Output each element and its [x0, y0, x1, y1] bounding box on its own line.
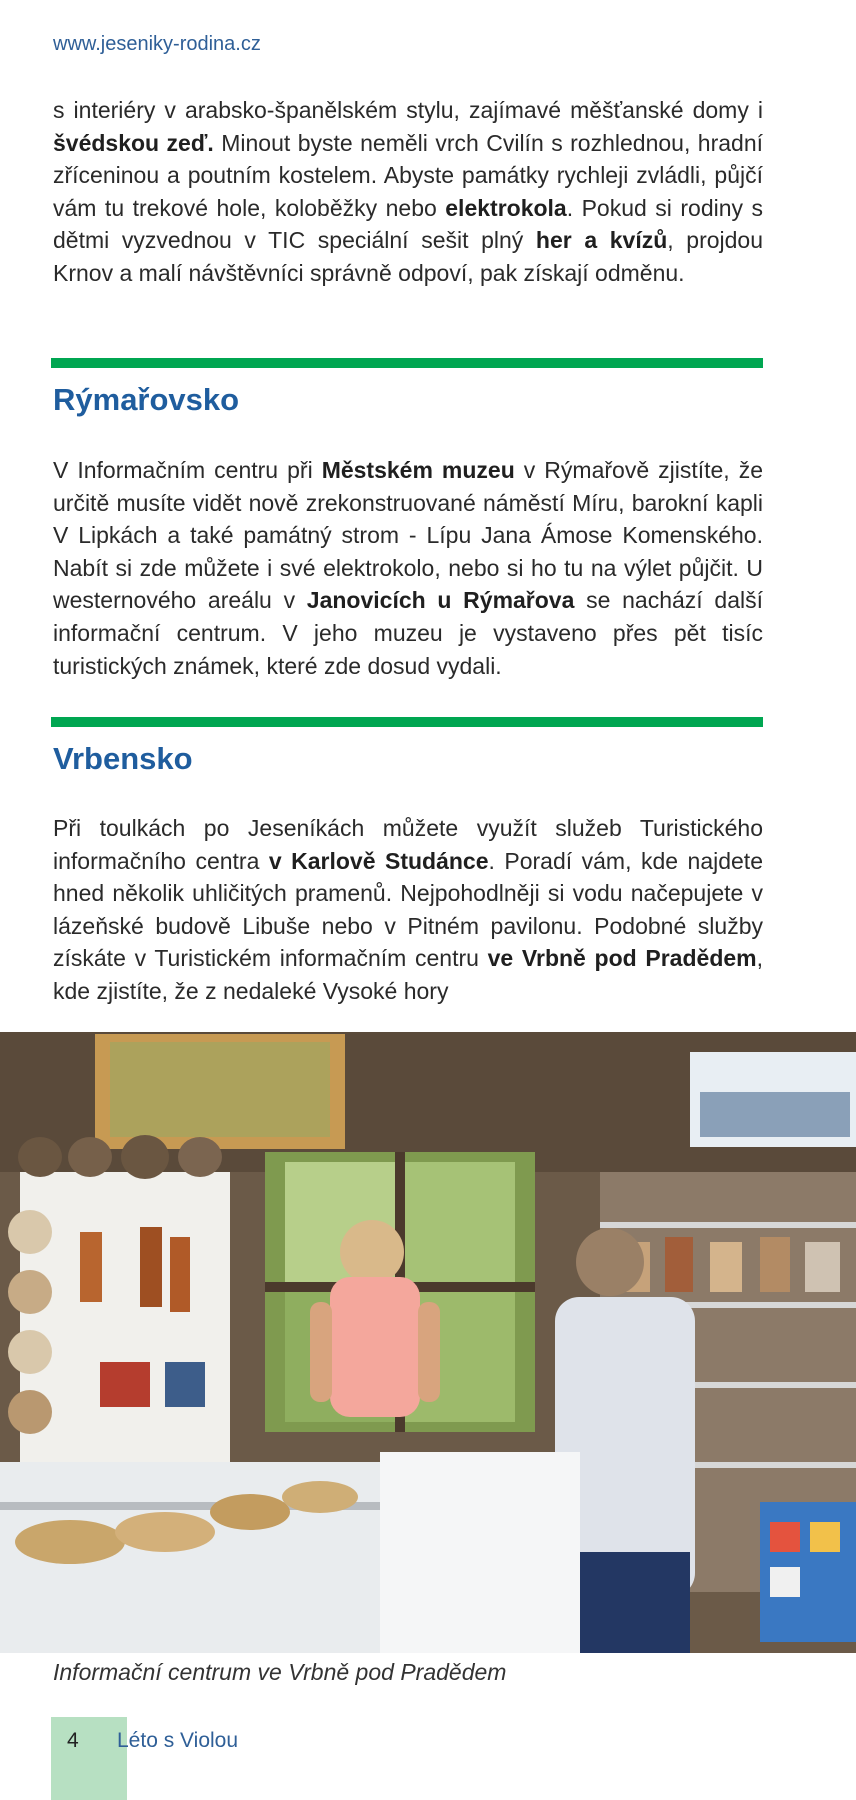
website-url[interactable]: www.jeseniky-rodina.cz	[53, 33, 261, 55]
intro-paragraph: s interiéry v arabsko-španělském stylu, zajímavé měšťanské domy i švédskou zeď. Minout byste neměli vrch Cvilín s rozhlednou, hradní zříceninou a poutním kostelem. Abyste památky rychleji zvládli, půjčí vám tu trekové hole, koloběžky nebo elektrokola. Pokud si rodiny s dětmi vyzvednou v TIC speciální sešit plný her a kvízů, projdou Krnov a malí návštěvníci správně odpoví, pak získají odměnu.	[53, 97, 764, 286]
photo-caption: Informační centrum ve Vrbně pod Pradědem	[53, 1659, 507, 1685]
info-centre-photo	[0, 1032, 856, 1653]
footer-page-tab	[51, 1717, 127, 1800]
page-number: 4	[67, 1729, 79, 1752]
vrbensko-paragraph: Při toulkách po Jeseníkách můžete využít služeb Turistického informačního centra v Karlově Studánce. Poradí vám, kde najdete hned několik uhličitých pramenů. Nejpohodlněji si vodu načepujete v lázeňské budově Libuše nebo v Pitném pavilonu. Podobné služby získáte v Turistickém informačním centru ve Vrbně pod Pradědem, kde zjistíte, že z nedaleké Vysoké hory	[53, 815, 763, 1004]
rymarovsko-paragraph: V Informačním centru při Městském muzeu v Rýmařově zjistíte, že určitě musíte vidět nově zrekonstruované náměstí Míru, barokní kapli V Lipkách a také památný strom - Lípu Jana Ámose Komenského. Nabít si zde můžete i své elektrokolo, nebo si ho tu na výlet půjčit. U westernového areálu v Janovicích u Rýmařova se nachází další informační centrum. V jeho muzeu je vystaveno přes pět tisíc turistických známek, které zde dosud vydali.	[53, 457, 763, 679]
section-divider-vrbensko	[51, 717, 763, 727]
publication-title: Léto s Violou	[117, 1729, 239, 1752]
section-heading-rymarovsko: Rýmařovsko	[53, 382, 240, 417]
section-divider-rymarovsko	[51, 358, 763, 368]
section-heading-vrbensko: Vrbensko	[53, 741, 193, 776]
